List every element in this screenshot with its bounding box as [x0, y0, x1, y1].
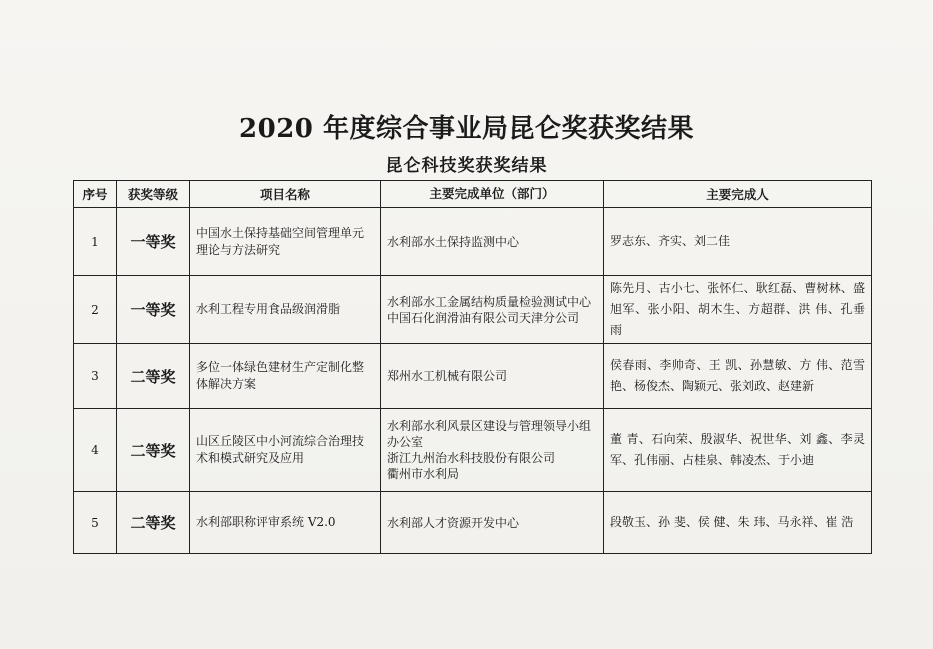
row-level: 二等奖: [117, 344, 190, 409]
row-project-name: 水利工程专用食品级润滑脂: [190, 276, 381, 344]
unit-line: 郑州水工机械有限公司: [387, 369, 508, 383]
header-level: 获奖等级: [117, 181, 190, 208]
row-no: 2: [74, 276, 117, 344]
table-row: [74, 276, 872, 344]
row-people: 陈先月、古小七、张怀仁、耿红磊、曹树林、盛旭军、张小阳、胡木生、方超群、洪 伟、孔垂雨: [604, 276, 872, 344]
header-no: 序号: [74, 181, 117, 208]
row-people: 罗志东、齐实、刘二佳: [604, 208, 872, 276]
table-row: [74, 409, 872, 492]
unit-line: 水利部水工金属结构质量检验测试中心: [387, 294, 592, 309]
unit-line: 中国石化润滑油有限公司天津分公司: [387, 310, 580, 325]
page-subtitle: 昆仑科技奖获奖结果: [385, 156, 548, 176]
row-level: 二等奖: [117, 492, 190, 554]
row-project-name: 水利部职称评审系统 V2.0: [190, 492, 381, 554]
row-unit: [381, 409, 604, 492]
row-people: 段敬玉、孙 斐、侯 健、朱 玮、马永祥、崔 浩: [604, 492, 872, 554]
row-unit: [381, 344, 604, 409]
unit-line: 水利部人才资源开发中心: [387, 515, 520, 530]
row-no: 5: [74, 492, 117, 554]
row-no: 3: [74, 344, 117, 409]
row-no: 4: [74, 409, 117, 492]
table-row: [74, 492, 872, 554]
row-project-name: 山区丘陵区中小河流综合治理技术和模式研究及应用: [190, 409, 381, 492]
row-unit: [381, 208, 604, 276]
row-project-name: 中国水土保持基础空间管理单元理论与方法研究: [190, 208, 381, 276]
unit-line: 浙江九州治水科技股份有限公司: [387, 451, 556, 465]
row-level: 二等奖: [117, 409, 190, 492]
header-unit: 主要完成单位（部门）: [381, 181, 604, 208]
row-level: 一等奖: [117, 276, 190, 344]
row-people: 侯春雨、李帅奇、王 凯、孙慧敏、方 伟、范雪艳、杨俊杰、陶颖元、张刘政、赵建新: [604, 344, 872, 409]
row-project-name: 多位一体绿色建材生产定制化整体解决方案: [190, 344, 381, 409]
header-people: 主要完成人: [604, 181, 872, 208]
row-unit: [381, 276, 604, 344]
unit-line: 水利部水土保持监测中心: [387, 234, 520, 249]
row-no: 1: [74, 208, 117, 276]
unit-line: 水利部水利风景区建设与管理领导小组办公室: [387, 419, 592, 449]
row-level: 一等奖: [117, 208, 190, 276]
page-title: 2020 年度综合事业局昆仑奖获奖结果: [239, 114, 694, 144]
header-project-name: 项目名称: [190, 181, 381, 208]
table-header-row: [74, 181, 872, 208]
table-row: [74, 344, 872, 409]
row-people: 董 青、石向荣、殷淑华、祝世华、刘 鑫、李灵军、孔伟丽、占桂泉、韩凌杰、于小迪: [604, 409, 872, 492]
row-unit: [381, 492, 604, 554]
unit-line: 衢州市水利局: [387, 467, 460, 481]
awards-table: [73, 180, 872, 554]
table-row: [74, 208, 872, 276]
